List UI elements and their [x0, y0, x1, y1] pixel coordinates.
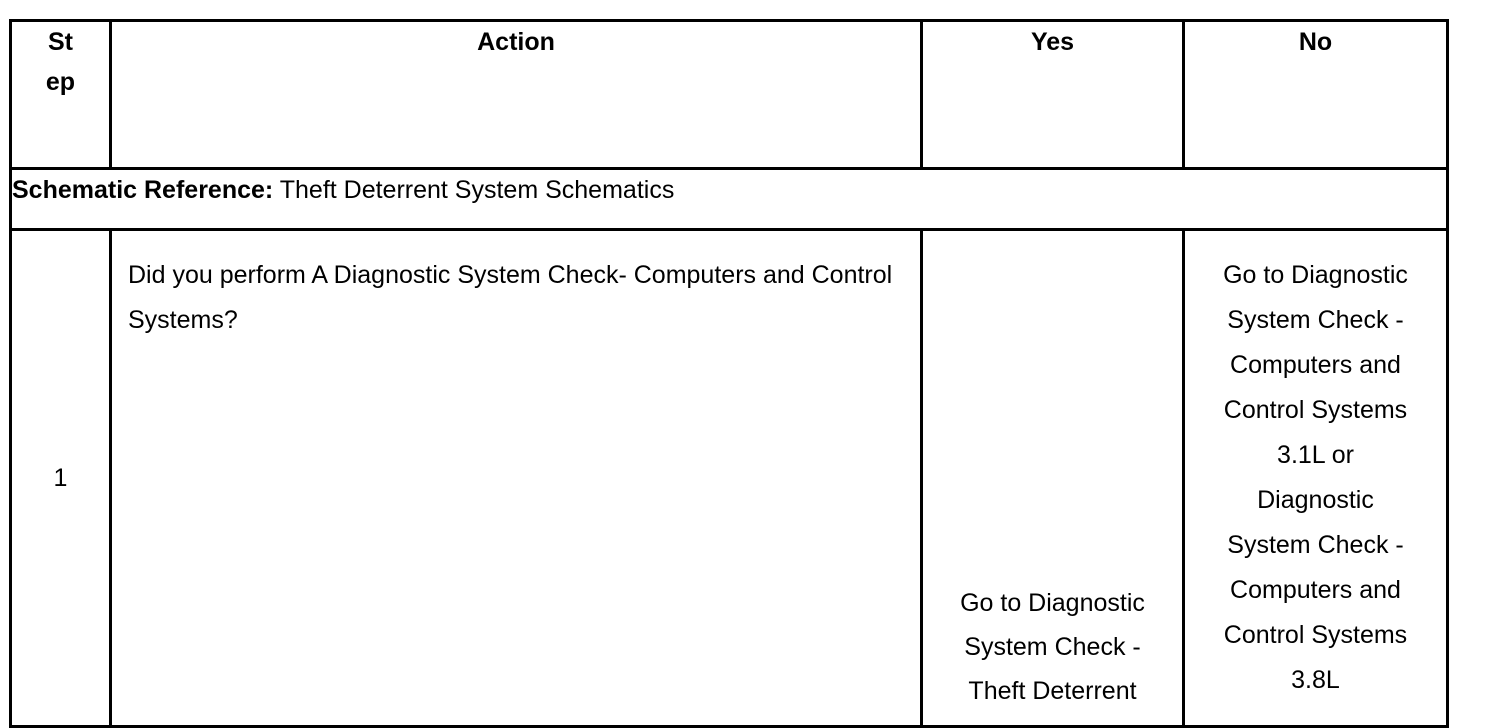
action-text: Did you perform A Diagnostic System Check- Computers and Control Systems? [111, 230, 922, 727]
table-row [11, 230, 1448, 727]
no-line: 3.8L [1291, 666, 1340, 694]
step-header-line-2: ep [45, 68, 76, 96]
yes-line: System Check - [964, 633, 1141, 661]
no-line: Computers and [1230, 351, 1401, 379]
no-line: System Check - [1227, 306, 1404, 334]
schematic-reference-row [11, 169, 1448, 230]
yes-line: Theft Deterrent [968, 677, 1137, 705]
no-line: Computers and [1230, 576, 1401, 604]
no-line: Control Systems [1223, 396, 1408, 424]
no-line: Diagnostic [1257, 486, 1374, 514]
no-line: Control Systems [1223, 621, 1408, 649]
no-line: System Check - [1227, 531, 1404, 559]
schematic-reference-cell [11, 169, 1448, 230]
action-header: Action [111, 21, 922, 169]
step-number: 1 [11, 230, 111, 727]
diagnostic-table [9, 19, 1449, 728]
yes-header: Yes [922, 21, 1184, 169]
no-cell [1184, 230, 1448, 727]
yes-cell [922, 230, 1184, 727]
schematic-reference-value: Theft Deterrent System Schematics [279, 176, 675, 204]
step-header-line-1: St [48, 28, 73, 56]
no-line: 3.1L or [1277, 441, 1354, 469]
header-row [11, 21, 1448, 169]
no-header: No [1184, 21, 1448, 169]
yes-line: Go to Diagnostic [960, 589, 1145, 617]
step-header [11, 21, 111, 169]
no-line: Go to Diagnostic [1223, 261, 1408, 289]
schematic-reference-label: Schematic Reference: [12, 176, 274, 204]
